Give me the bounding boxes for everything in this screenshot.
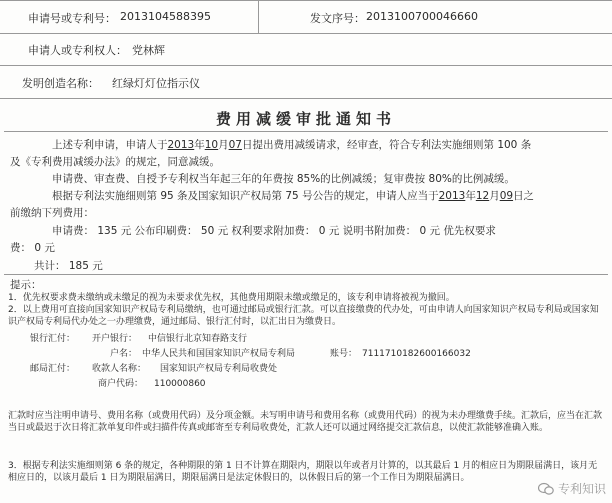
bank-transfer-label: 银行汇付： [30, 334, 76, 344]
deadline-rules: 3．根据专利法实施细则第 6 条的规定，各种期限的第 1 日不计算在期限内，期限以年或者月计算的，以其最后 1 月的相应日为期限届满日，该月无相应日的，以该月最后 1 日为期限届满日，期限届满日是法定休假日的，以休假日后的第一个工作日为期限届满日。 [8, 461, 598, 483]
bank-name-label: 开户银行： [92, 334, 138, 344]
header-row-invention [0, 66, 612, 99]
merchant-code-value: 110000860 [154, 379, 206, 389]
invention-name-value: 红绿灯灯位指示仪 [112, 77, 200, 90]
fee-total: 共计： 185 元 [34, 260, 103, 272]
body-line-4: 根据专利法实施细则第 95 条及国家知识产权局第 75 号公告的规定，申请人应当于2013年12月09日之 [52, 190, 535, 202]
account-name-value: 中华人民共和国国家知识产权局专利局 [142, 349, 296, 359]
fee-line-1: 申请费： 135 元 公布印刷费： 50 元 权利要求附加费： 0 元 说明书附加费： 0 元 优先权要求 [52, 225, 496, 237]
invention-name-label: 发明创造名称： [22, 77, 99, 90]
body-line-1: 上述专利申请，申请人于2013年10月07日提出费用减缓请求，经审查，符合专利法实施细则第 100 条 [52, 139, 532, 151]
applicant-value: 党林辉 [132, 44, 165, 57]
header-row-application [0, 0, 612, 34]
body-line-2: 及《专利费用减缓办法》的规定，同意减缓。 [10, 156, 220, 168]
notes-section [8, 292, 604, 328]
header-row-applicant [0, 33, 612, 66]
application-number-value: 2013104588395 [120, 10, 211, 23]
bank-row-2 [30, 347, 590, 362]
post-transfer-label: 邮局汇付： [30, 364, 76, 374]
account-number-value: 7111710182600166032 [362, 349, 471, 359]
fee-line-2: 费： 0 元 [10, 242, 55, 254]
bank-row-1 [30, 332, 590, 347]
applicant-label: 申请人或专利权人： [28, 44, 127, 57]
watermark [538, 480, 606, 497]
fee-list [10, 223, 602, 257]
bank-row-3 [30, 362, 590, 377]
tip-label: 提示： [10, 279, 42, 291]
notice-body [10, 137, 602, 222]
issue-number-label: 发文序号： [310, 12, 365, 25]
payment-instructions: 汇款时应当注明申请号、费用名称（或费用代码）及分项金额。未写明申请号和费用名称（或费用代码）的视为未办理缴费手续。汇款后，应当在汇款当日或最迟于次日将汇款单复印件或扫描件传真或邮寄至专利局收费处，汇款人还可以通过网络提交汇款信息，以使汇款能够准确入账。 [8, 411, 603, 433]
chat-bubble-icon [538, 482, 554, 496]
post-recipient-value: 国家知识产权局专利局收费处 [160, 364, 278, 374]
header-divider [258, 1, 259, 33]
issue-number-value: 2013100700046660 [366, 10, 478, 23]
account-name-label: 户名： [110, 349, 138, 359]
account-number-label: 账号： [330, 349, 358, 359]
fees-divider [4, 274, 608, 275]
body-line-5: 前缴纳下列费用： [10, 207, 94, 219]
notice-title: 费用减缓审批通知书 [215, 110, 396, 128]
body-line-3: 申请费、审查费、自授予专利权当年起三年的年费按 85%的比例减缓；复审费按 80%的比例减缓。 [52, 173, 515, 185]
bank-row-4 [30, 377, 590, 392]
note-1: 1．优先权要求费未缴纳或未缴足的视为未要求优先权，其他费用期限未缴或缴足的，该专利申请将被视为撤回。 [8, 293, 455, 303]
application-number-label: 申请号或专利号： [28, 12, 116, 25]
post-recipient-label: 收款人名称： [92, 364, 147, 374]
bank-info [30, 332, 590, 392]
bank-name-value: 中信银行北京知春路支行 [148, 334, 248, 344]
title-underline [4, 131, 608, 132]
note-2: 2．以上费用可直接向国家知识产权局专利局缴纳，也可通过邮局或银行汇款。可以直接缴费的代办处，可由申请人向国家知识产权局专利局或国家知识产权局专利局代办处之一办理缴费，通过邮局、银行汇付时，以汇出日为缴费日。 [8, 305, 599, 327]
merchant-code-label: 商户代码： [98, 379, 144, 389]
watermark-text: 专利知识 [557, 482, 606, 496]
